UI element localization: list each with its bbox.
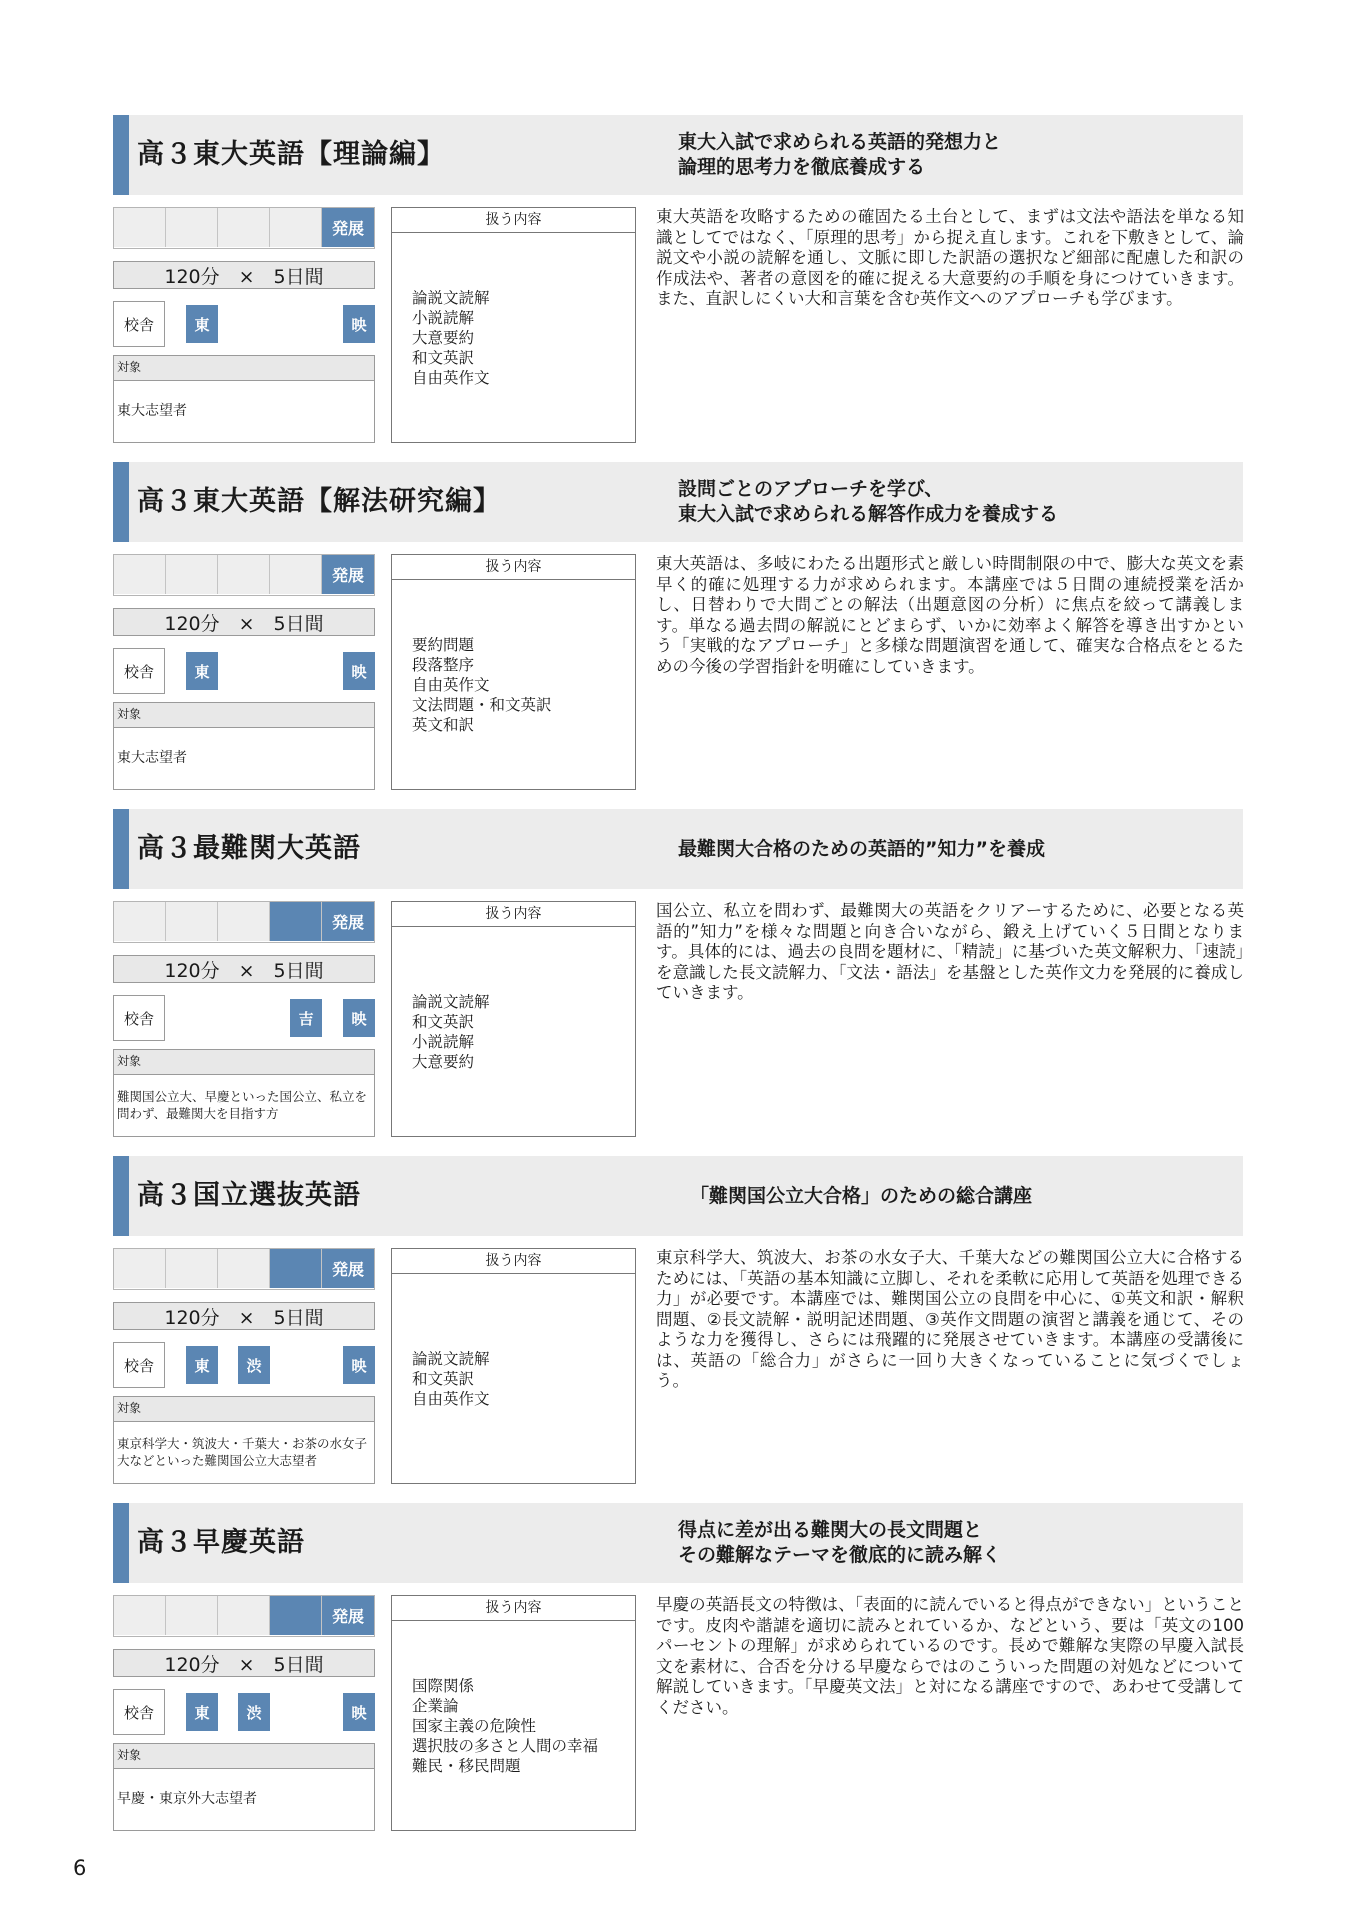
level-cell bbox=[166, 902, 218, 941]
course-header bbox=[113, 462, 1243, 542]
campus-row bbox=[113, 995, 375, 1041]
level-cell bbox=[218, 1596, 270, 1635]
level-tag: 発展 bbox=[322, 208, 374, 247]
level-cell bbox=[114, 1596, 166, 1635]
target-box bbox=[113, 1743, 375, 1831]
course-catchphrase bbox=[690, 1156, 1250, 1236]
content-item: 段落整序 bbox=[412, 655, 475, 674]
video-badge: 映 bbox=[343, 652, 375, 690]
video-badge: 映 bbox=[343, 305, 375, 343]
content-item: 選択肢の多さと人間の幸福 bbox=[412, 1736, 599, 1755]
accent-bar bbox=[113, 1503, 129, 1583]
target-value: 東大志望者 bbox=[117, 402, 187, 419]
course-block bbox=[0, 462, 1352, 814]
level-cell-filled bbox=[270, 1596, 322, 1635]
target-box bbox=[113, 1049, 375, 1137]
content-list bbox=[412, 1621, 632, 1830]
catch-line: 論理的思考力を徹底養成する bbox=[678, 156, 926, 178]
target-box bbox=[113, 1396, 375, 1484]
level-indicator bbox=[113, 554, 375, 596]
level-cell bbox=[218, 555, 270, 594]
campus-row bbox=[113, 301, 375, 347]
content-item: 文法問題・和文英訳 bbox=[412, 695, 552, 714]
level-cell-filled bbox=[270, 1249, 322, 1288]
campus-row bbox=[113, 648, 375, 694]
target-box bbox=[113, 355, 375, 443]
target-header: 対象 bbox=[114, 1050, 374, 1075]
content-header: 扱う内容 bbox=[392, 1249, 635, 1274]
campus-label: 校舎 bbox=[113, 995, 165, 1041]
content-item: 自由英作文 bbox=[412, 368, 490, 387]
target-header: 対象 bbox=[114, 1397, 374, 1422]
content-box bbox=[391, 1595, 636, 1831]
content-item: 英文和訳 bbox=[412, 715, 475, 734]
course-description: 国公立、私立を問わず、最難関大の英語をクリアーするために、必要となる英語的”知力”を様々な問題と向き合いながら、鍛え上げていく５日間となります。具体的には、過去の良問を題材に、「精読」に基づいた英文解釈力、「速読」を意識した長文読解力、「文法・語法」を基盤とした英作文力を発展的に養成していきます。 bbox=[656, 901, 1244, 1002]
duration-label: 120分 × 5日間 bbox=[113, 608, 375, 636]
content-box bbox=[391, 207, 636, 443]
level-cell bbox=[166, 1249, 218, 1288]
content-header: 扱う内容 bbox=[392, 555, 635, 580]
level-cell bbox=[114, 208, 166, 247]
accent-bar bbox=[113, 115, 129, 195]
campus-badge: 東 bbox=[186, 305, 218, 343]
course-block bbox=[0, 1156, 1352, 1508]
course-block bbox=[0, 809, 1352, 1161]
level-tag: 発展 bbox=[322, 902, 374, 941]
accent-bar bbox=[113, 462, 129, 542]
course-header bbox=[113, 1156, 1243, 1236]
course-title: 高３最難関大英語 bbox=[137, 833, 361, 864]
content-item: 小説読解 bbox=[412, 1032, 475, 1051]
course-block bbox=[0, 115, 1352, 467]
target-value: 東大志望者 bbox=[117, 749, 187, 766]
content-header: 扱う内容 bbox=[392, 208, 635, 233]
level-cell bbox=[114, 555, 166, 594]
target-header: 対象 bbox=[114, 356, 374, 381]
level-cell bbox=[218, 902, 270, 941]
content-item: 論説文読解 bbox=[412, 1349, 490, 1368]
content-item: 和文英訳 bbox=[412, 1369, 475, 1388]
course-description: 東大英語は、多岐にわたる出題形式と厳しい時間制限の中で、膨大な英文を素早く的確に処理する力が求められます。本講座では５日間の連続授業を活かし、日替わりで大問ごとの解法（出題意図の分析）に焦点を絞って講義します。単なる過去問の解説にとどまらず、いかに効率よく解答を導き出すかという「実戦的なアプローチ」と多様な問題演習を通して、確実な合格点をとるための今後の学習指針を明確にしていきます。 bbox=[656, 554, 1244, 676]
content-item: 論説文読解 bbox=[412, 992, 490, 1011]
course-description: 東京科学大、筑波大、お茶の水女子大、千葉大などの難関国公立大に合格するためには、「英語の基本知識に立脚し、それを柔軟に応用して英語を処理できる力」が必要です。本講座では、難関国公立の良問を中心に、①英文和訳・解釈問題、②長文読解・説明記述問題、③英作文問題の演習と講義を通じて、そのような力を獲得し、さらには飛躍的に発展させていきます。本講座の受講後には、英語の「総合力」がさらに一回り大きくなっていることに気づくでしょう。 bbox=[656, 1248, 1245, 1390]
target-header: 対象 bbox=[114, 703, 374, 728]
content-item: 国際関係 bbox=[412, 1676, 475, 1695]
video-badge: 映 bbox=[343, 1693, 375, 1731]
content-item: 国家主義の危険性 bbox=[412, 1716, 537, 1735]
course-title: 高３国立選抜英語 bbox=[137, 1180, 361, 1211]
content-list bbox=[412, 233, 632, 442]
course-catchphrase bbox=[678, 462, 1238, 542]
target-value: 東京科学大・筑波大・千葉大・お茶の水女子大などといった難関国公立大志望者 bbox=[117, 1436, 368, 1468]
level-cell bbox=[270, 555, 322, 594]
course-description: 東大英語を攻略するための確固たる土台として、まずは文法や語法を単なる知識としてではなく、「原理的思考」から捉え直します。これを下敷きとして、論説文や小説の読解を通し、文脈に即した訳語の選択など細部に配慮した和訳の作成法や、著者の意図を的確に捉える大意要約の手順を身につけていきます。また、直訳しにくい大和言葉を含む英作文へのアプローチも学びます。 bbox=[656, 207, 1244, 308]
content-list bbox=[412, 580, 632, 789]
course-header bbox=[113, 809, 1243, 889]
level-cell-filled bbox=[270, 902, 322, 941]
content-item: 大意要約 bbox=[412, 328, 475, 347]
content-box bbox=[391, 901, 636, 1137]
content-item: 自由英作文 bbox=[412, 675, 490, 694]
accent-bar bbox=[113, 809, 129, 889]
level-indicator bbox=[113, 207, 375, 249]
duration-label: 120分 × 5日間 bbox=[113, 1302, 375, 1330]
target-value: 難関国公立大、早慶といった国公立、私立を問わず、最難関大を目指す方 bbox=[117, 1089, 368, 1121]
target-header: 対象 bbox=[114, 1744, 374, 1769]
content-list bbox=[412, 1274, 632, 1483]
catch-line: 得点に差が出る難関大の長文問題と bbox=[678, 1519, 983, 1541]
page-number: 6 bbox=[73, 1856, 87, 1880]
course-description: 早慶の英語長文の特徴は、「表面的に読んでいると得点ができない」ということです。皮肉や諧謔を適切に読みとれているか、などという、要は「英文の100パーセントの理解」が求められているのです。長めで難解な実際の早慶入試長文を素材に、合否を分ける早慶ならではのこういった問題の対処などについて解説していきます。「早慶英文法」と対になる講座ですので、あわせて受講してください。 bbox=[656, 1595, 1244, 1717]
level-cell bbox=[218, 208, 270, 247]
content-item: 大意要約 bbox=[412, 1052, 475, 1071]
campus-badge: 東 bbox=[186, 1693, 218, 1731]
content-item: 企業論 bbox=[412, 1696, 459, 1715]
content-list bbox=[412, 927, 632, 1136]
campus-badge: 渋 bbox=[238, 1346, 270, 1384]
video-badge: 映 bbox=[343, 999, 375, 1037]
content-item: 論説文読解 bbox=[412, 288, 490, 307]
catch-line: 設問ごとのアプローチを学び、 bbox=[678, 478, 944, 500]
level-tag: 発展 bbox=[322, 1249, 374, 1288]
duration-label: 120分 × 5日間 bbox=[113, 261, 375, 289]
campus-row bbox=[113, 1342, 375, 1388]
duration-label: 120分 × 5日間 bbox=[113, 1649, 375, 1677]
content-item: 小説読解 bbox=[412, 308, 475, 327]
course-title: 高３早慶英語 bbox=[137, 1527, 305, 1558]
content-box bbox=[391, 1248, 636, 1484]
campus-badge: 東 bbox=[186, 1346, 218, 1384]
level-tag: 発展 bbox=[322, 555, 374, 594]
campus-label: 校舎 bbox=[113, 648, 165, 694]
content-header: 扱う内容 bbox=[392, 1596, 635, 1621]
level-cell bbox=[166, 555, 218, 594]
video-badge: 映 bbox=[343, 1346, 375, 1384]
level-cell bbox=[166, 208, 218, 247]
campus-label: 校舎 bbox=[113, 1689, 165, 1735]
content-item: 自由英作文 bbox=[412, 1389, 490, 1408]
catch-line: その難解なテーマを徹底的に読み解く bbox=[678, 1544, 1002, 1566]
catch-line: 「難関国公立大合格」のための総合講座 bbox=[690, 1184, 1033, 1207]
course-header bbox=[113, 1503, 1243, 1583]
campus-label: 校舎 bbox=[113, 301, 165, 347]
level-cell bbox=[218, 1249, 270, 1288]
campus-row bbox=[113, 1689, 375, 1735]
level-cell bbox=[270, 208, 322, 247]
level-cell bbox=[114, 1249, 166, 1288]
campus-badge: 吉 bbox=[290, 999, 322, 1037]
course-header bbox=[113, 115, 1243, 195]
course-catchphrase bbox=[678, 1503, 1238, 1583]
content-item: 和文英訳 bbox=[412, 1012, 475, 1031]
duration-label: 120分 × 5日間 bbox=[113, 955, 375, 983]
content-header: 扱う内容 bbox=[392, 902, 635, 927]
content-item: 和文英訳 bbox=[412, 348, 475, 367]
course-catchphrase bbox=[678, 809, 1238, 889]
level-indicator bbox=[113, 1248, 375, 1290]
course-block bbox=[0, 1503, 1352, 1855]
campus-label: 校舎 bbox=[113, 1342, 165, 1388]
level-tag: 発展 bbox=[322, 1596, 374, 1635]
campus-badge: 東 bbox=[186, 652, 218, 690]
accent-bar bbox=[113, 1156, 129, 1236]
catch-line: 東大入試で求められる解答作成力を養成する bbox=[678, 503, 1059, 525]
catch-line: 最難関大合格のための英語的”知力”を養成 bbox=[678, 837, 1045, 860]
target-box bbox=[113, 702, 375, 790]
course-title: 高３東大英語【理論編】 bbox=[137, 139, 445, 170]
content-item: 難民・移民問題 bbox=[412, 1756, 521, 1775]
level-cell bbox=[114, 902, 166, 941]
content-box bbox=[391, 554, 636, 790]
level-cell bbox=[166, 1596, 218, 1635]
course-title: 高３東大英語【解法研究編】 bbox=[137, 486, 501, 517]
content-item: 要約問題 bbox=[412, 635, 475, 654]
campus-badge: 渋 bbox=[238, 1693, 270, 1731]
target-value: 早慶・東京外大志望者 bbox=[117, 1790, 257, 1807]
course-catchphrase bbox=[678, 115, 1238, 195]
catch-line: 東大入試で求められる英語的発想力と bbox=[678, 131, 1002, 153]
level-indicator bbox=[113, 1595, 375, 1637]
level-indicator bbox=[113, 901, 375, 943]
